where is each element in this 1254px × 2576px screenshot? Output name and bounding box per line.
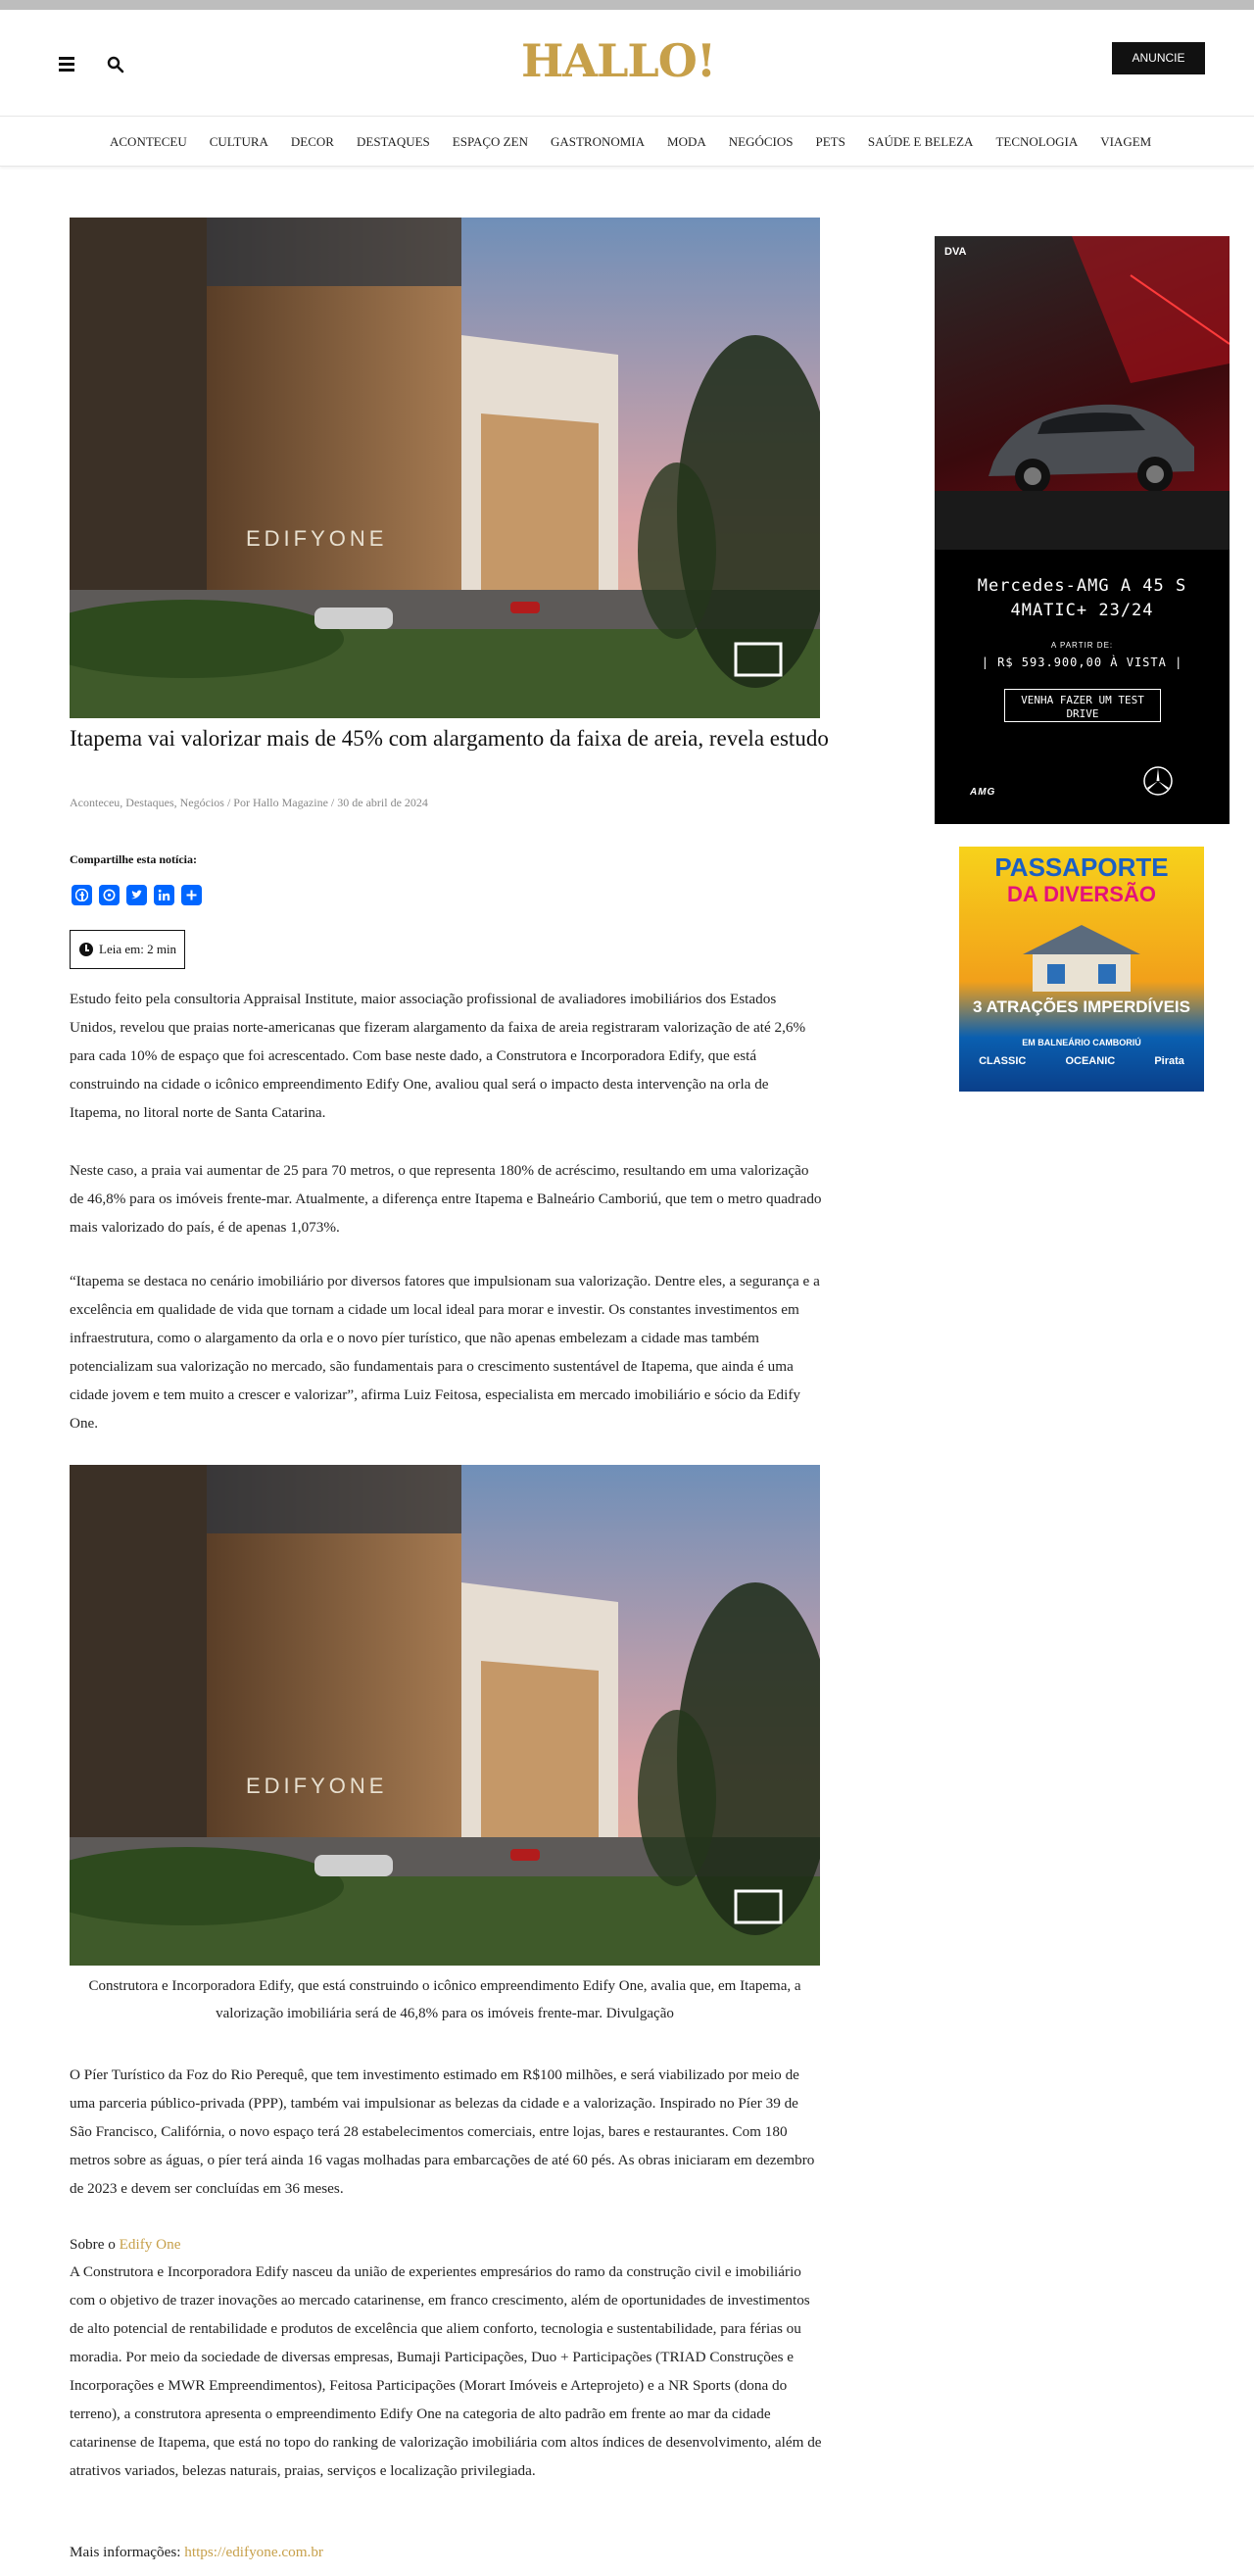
read-time-badge: [70, 930, 185, 969]
article-paragraph-3: “Itapema se destaca no cenário imobiliário por diversos fatores que impulsionam sua valorização. Dentre eles, a segurança e a excelência em qualidade de vida que tornam a cidade um local ideal para morar e investir. Os constantes investimentos em infraestrutura, como o alargamento da orla e o novo píer turístico, que não apenas embelezam a cidade mas também potencializam sua valorização no mercado, são fundamentais para o crescimento sustentável de Itapema, que ainda é uma cidade jovem e tem muito a crescer e valorizar”, afirma Luiz Feitosa, especialista em mercado imobiliário e sócio da Edify One.: [70, 1273, 820, 1432]
article-paragraph-pier: O Píer Turístico da Foz do Rio Perequê, que tem investimento estimado em R$100 milhões, e será viabilizado por meio de uma parceria público-privada (PPP), também vai impulsionar as belezas da cidade e a valorização. Inspirado no Píer 39 de São Francisco, Califórnia, o novo espaço terá 28 estabelecimentos comerciais, entre lojas, bares e restaurantes. Com 180 metros sobre as águas, o píer terá ainda 16 vagas molhadas para embarcações de até 60 pés. As obras iniciaram em dezembro de 2023 e devem ser concluídas em 36 meses.: [70, 2066, 815, 2197]
sobre-prefix: Sobre o: [70, 2236, 120, 2253]
image-caption: Construtora e Incorporadora Edify, que está construindo o icônico empreendimento Edify One, avalia que, em Itapema, a valorização imobiliária será de 46,8% para os imóveis frente-mar. Divulgação: [88, 1978, 801, 2021]
search-icon[interactable]: [106, 55, 125, 74]
nav-item-espaco-zen[interactable]: ESPAÇO ZEN: [452, 134, 528, 149]
share-label: Compartilhe esta notícia:: [70, 852, 197, 866]
test-drive-button[interactable]: VENHA FAZER UM TEST DRIVE: [1004, 689, 1161, 722]
mais-prefix: Mais informações:: [70, 2544, 185, 2560]
ad-dealer-brand: DVA: [944, 246, 967, 258]
ad2-subtitle: DA DIVERSÃO: [1007, 882, 1156, 906]
ad2-attractions: 3 ATRAÇÕES IMPERDÍVEIS: [973, 997, 1190, 1016]
ad2-logo-oceanic: OCEANIC: [1065, 1055, 1116, 1067]
hero-logo-text: EDIFYONE: [246, 526, 388, 551]
ad-price-prefix: A PARTIR DE:: [1050, 641, 1114, 650]
nav-item-cultura[interactable]: CULTURA: [209, 134, 268, 149]
ad-car-image: [935, 236, 1230, 550]
nav-item-moda[interactable]: MODA: [667, 134, 706, 149]
main-nav: [0, 118, 1254, 167]
ad2-logo-pirata: Pirata: [1154, 1055, 1184, 1067]
ad2-title: PASSAPORTE: [994, 852, 1169, 882]
article-inline-image: [70, 1465, 820, 1966]
whatsapp-icon[interactable]: [99, 885, 120, 905]
nav-item-negocios[interactable]: NEGÓCIOS: [728, 134, 794, 149]
share-icon[interactable]: [181, 885, 202, 905]
clock-icon: [79, 943, 93, 956]
nav-item-aconteceu[interactable]: ACONTECEU: [110, 134, 187, 149]
website-link[interactable]: https://edifyone.com.br: [184, 2544, 323, 2560]
article-paragraph-1: Estudo feito pela consultoria Appraisal Institute, maior associação profissional de avaliadores imobiliários dos Estados Unidos, revelou que praias norte-americanas que fizeram alargamento da faixa de areia registraram valorização de até 2,6% para cada 10% de espaço que foi acrescentado. Com base neste dado, a Construtora e Incorporadora Edify, que está construindo na cidade o icônico empreendimento Edify One, avaliou qual será o impacto desta intervenção na orla de Itapema, no litoral norte de Santa Catarina.: [70, 991, 806, 1121]
anuncie-button[interactable]: ANUNCIE: [1112, 42, 1205, 74]
article-meta: Aconteceu, Destaques, Negócios / Por Hallo Magazine / 30 de abril de 2024: [70, 796, 428, 809]
nav-item-gastronomia[interactable]: GASTRONOMIA: [550, 134, 646, 149]
nav-item-tecnologia[interactable]: TECNOLOGIA: [995, 134, 1079, 149]
nav-item-pets[interactable]: PETS: [815, 134, 845, 149]
edify-one-link[interactable]: Edify One: [119, 2236, 181, 2253]
inline-logo-text: EDIFYONE: [246, 1774, 388, 1798]
nav-item-viagem[interactable]: VIAGEM: [1100, 134, 1152, 149]
ad2-partner-logos: [959, 1055, 1204, 1067]
nav-item-saude-beleza[interactable]: SAÚDE E BELEZA: [867, 134, 974, 149]
amg-logo: AMG: [970, 787, 996, 798]
facebook-icon[interactable]: [72, 885, 92, 905]
article-paragraph-2: Neste caso, a praia vai aumentar de 25 para 70 metros, o que representa 180% de acréscimo, resultando em uma valorização de 46,8% para os imóveis frente-mar. Atualmente, a diferença entre Itapema e Balneário Camboriú, que tem o metro quadrado mais valorizado do país, é de apenas 1,073%.: [70, 1162, 822, 1236]
twitter-icon[interactable]: [126, 885, 147, 905]
ad-price: | R$ 593.900,00 À VISTA |: [981, 656, 1183, 669]
ad2-logo-classic: CLASSIC: [979, 1055, 1027, 1067]
ad2-location: EM BALNEÁRIO CAMBORIÚ: [1022, 1038, 1141, 1047]
nav-item-destaques[interactable]: DESTAQUES: [356, 134, 430, 149]
linkedin-icon[interactable]: [154, 885, 174, 905]
menu-icon[interactable]: [59, 57, 76, 73]
site-header: [0, 10, 1254, 117]
read-time-label: Leia em: 2 min: [99, 942, 177, 956]
site-logo[interactable]: HALLO!: [520, 34, 716, 87]
passaporte-diversao-ad[interactable]: [959, 847, 1204, 1092]
ad-car-model: Mercedes-AMG A 45 S 4MATIC+ 23/24: [977, 576, 1187, 620]
top-bar: [0, 0, 1254, 10]
article-title: Itapema vai valorizar mais de 45% com alargamento da faixa de areia, revela estudo: [70, 726, 829, 751]
sobre-heading: [70, 2230, 824, 2259]
nav-item-decor[interactable]: DECOR: [290, 134, 334, 149]
share-buttons: [72, 885, 209, 905]
article-paragraph-sobre: A Construtora e Incorporadora Edify nasceu da união de experientes empresários do ramo da construção civil e imobiliário com o objetivo de trazer inovações ao mercado catarinense, em franco crescimento, além de oportunidades de investimentos de alto potencial de rentabilidade e produtos de excelência que aliem conforto, tecnologia e sustentabilidade, para férias ou moradia. Por meio da sociedade de diversas empresas, Bumaji Participações, Duo + Participações (TRIAD Construções e Incorporações e MWR Empreendimentos), Feitosa Participações (Morart Imóveis e Arteprojeto) e a NR Sports (dona do terreno), a construtora apresenta o empreendimento Edify One na categoria de alto padrão em frente ao mar da cidade catarinense de Itapema, que está no topo do ranking de valorização imobiliária com altos índices de desenvolvimento, além de atrativos variados, belezas naturais, praias, serviços e localização privilegiada.: [70, 2263, 822, 2479]
ad2-building-illustration: [1013, 915, 1150, 994]
mercedes-ad[interactable]: [935, 236, 1230, 824]
mais-info: [70, 2538, 824, 2566]
mercedes-star-icon: [1142, 765, 1174, 797]
article-hero-image: [70, 218, 820, 718]
